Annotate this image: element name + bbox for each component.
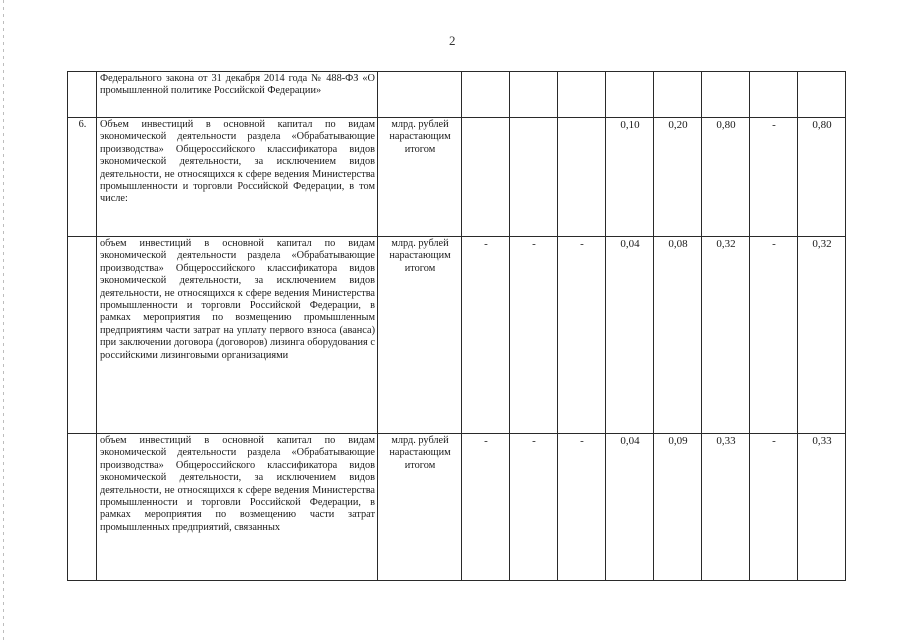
value-cell: 0,80 bbox=[798, 118, 846, 237]
value-cell bbox=[462, 118, 510, 237]
value-cell: 0,32 bbox=[702, 237, 750, 434]
value-cell: - bbox=[558, 434, 606, 581]
value-cell: 0,33 bbox=[798, 434, 846, 581]
value-cell: 0,04 bbox=[606, 237, 654, 434]
value-cell bbox=[606, 72, 654, 118]
value-cell: - bbox=[750, 434, 798, 581]
page-number: 2 bbox=[449, 33, 456, 48]
value-cell: - bbox=[750, 237, 798, 434]
scan-edge-mark bbox=[3, 0, 4, 640]
value-cell: - bbox=[462, 434, 510, 581]
row-number bbox=[68, 72, 97, 118]
value-cell: - bbox=[510, 434, 558, 581]
value-cell bbox=[702, 72, 750, 118]
value-cell: - bbox=[558, 237, 606, 434]
value-cell bbox=[798, 72, 846, 118]
unit-cell bbox=[378, 72, 462, 118]
unit-cell: млрд. рублей нарастающим итогом bbox=[378, 237, 462, 434]
value-cell: - bbox=[462, 237, 510, 434]
table-row bbox=[68, 72, 846, 118]
value-cell bbox=[558, 118, 606, 237]
unit-cell: млрд. рублей нарастающим итогом bbox=[378, 118, 462, 237]
indicator-description: объем инвестиций в основной капитал по видам экономической деятельности раздела «Обрабатывающие производства» Общероссийского классификатора видов экономической деятельности, за исключением видов деятельности, не относящихся к сфере ведения Министерства промышленности и торговли Российской Федерации, в рамках мероприятия по возмещению промышленным предприятиям части затрат на уплату первого взноса (аванса) при заключении договора (договоров) лизинга оборудования с российскими лизинговыми организациями bbox=[97, 237, 378, 434]
indicators-table bbox=[67, 71, 846, 581]
row-number bbox=[68, 237, 97, 434]
table-row bbox=[68, 118, 846, 237]
value-cell bbox=[558, 72, 606, 118]
indicator-description: Объем инвестиций в основной капитал по видам экономической деятельности раздела «Обрабатывающие производства» Общероссийского классификатора видов экономической деятельности, за исключением видов деятельности, не относящихся к сфере ведения Министерства промышленности и торговли Российской Федерации, в том числе: bbox=[97, 118, 378, 237]
indicator-description: объем инвестиций в основной капитал по видам экономической деятельности раздела «Обрабатывающие производства» Общероссийского классификатора видов экономической деятельности, за исключением видов деятельности, не относящихся к сфере ведения Министерства промышленности и торговли Российской Федерации, в рамках мероприятия по возмещению части затрат промышленных предприятий, связанных bbox=[97, 434, 378, 581]
value-cell bbox=[510, 118, 558, 237]
row-number: 6. bbox=[68, 118, 97, 237]
row-number bbox=[68, 434, 97, 581]
indicator-description: Федерального закона от 31 декабря 2014 года № 488-ФЗ «О промышленной политике Российской Федерации» bbox=[97, 72, 378, 118]
unit-cell: млрд. рублей нарастающим итогом bbox=[378, 434, 462, 581]
value-cell: 0,20 bbox=[654, 118, 702, 237]
value-cell: 0,80 bbox=[702, 118, 750, 237]
value-cell bbox=[654, 72, 702, 118]
value-cell: 0,04 bbox=[606, 434, 654, 581]
table-row bbox=[68, 237, 846, 434]
value-cell: 0,08 bbox=[654, 237, 702, 434]
table-row bbox=[68, 434, 846, 581]
value-cell: - bbox=[510, 237, 558, 434]
value-cell: 0,32 bbox=[798, 237, 846, 434]
value-cell bbox=[510, 72, 558, 118]
value-cell: - bbox=[750, 118, 798, 237]
value-cell: 0,09 bbox=[654, 434, 702, 581]
value-cell: 0,33 bbox=[702, 434, 750, 581]
value-cell bbox=[750, 72, 798, 118]
value-cell: 0,10 bbox=[606, 118, 654, 237]
value-cell bbox=[462, 72, 510, 118]
